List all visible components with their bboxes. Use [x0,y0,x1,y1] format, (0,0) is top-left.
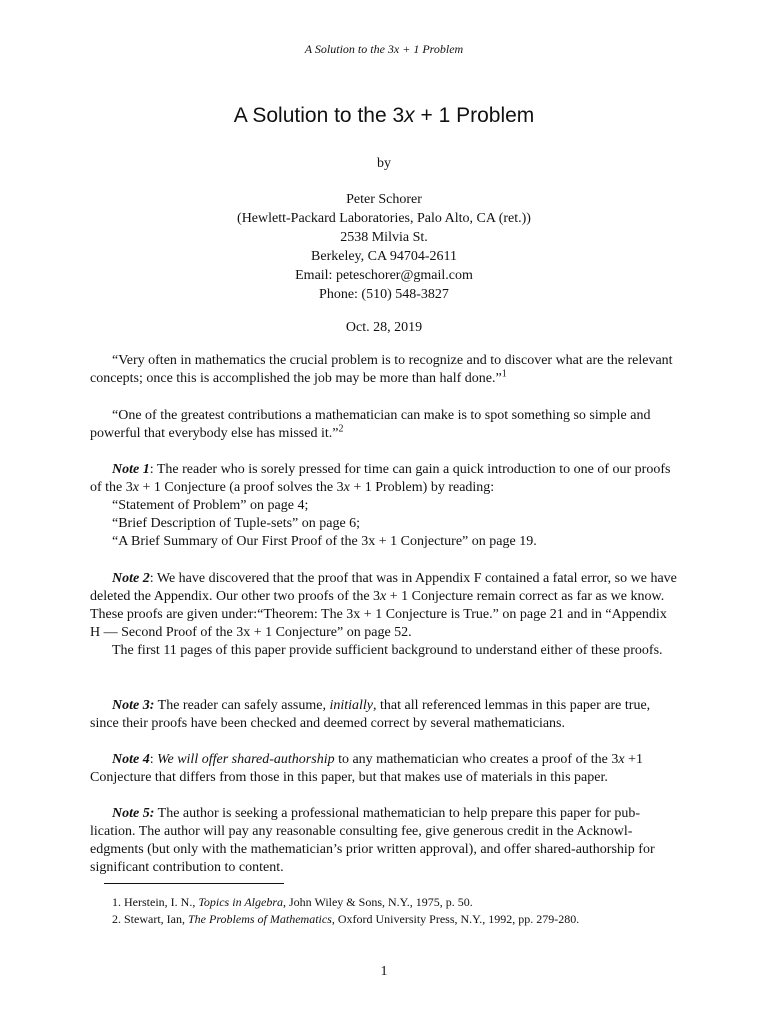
running-head-text-end: + 1 Problem [399,42,464,56]
note-label: Note 5: [112,806,155,821]
running-head-text: A Solution to the 3 [304,42,394,56]
title-text-end: + 1 Problem [414,104,535,127]
note-label: Note 4 [112,752,150,767]
footnote-book-title: Topics in Algebra [198,895,284,909]
footnote-text: Stewart, Ian, [121,912,188,926]
footnote-2 [112,911,672,928]
epigraph-quote-2 [90,407,680,443]
author-affiliation: (Hewlett-Packard Laboratories, Palo Alto, CA (ret.)) [237,211,531,226]
note-4 [90,751,680,787]
note-2-paragraph-2: The first 11 pages of this paper provide sufficient background to understand either of these proofs. [112,643,663,658]
title-variable: x [404,104,415,127]
footnote-book-title: The Problems of Mathematics [187,912,332,926]
running-head-variable: x [393,42,400,56]
footnote-number: 1. [112,895,121,909]
note-text: : [149,752,158,767]
footnote-marker: 2 [338,423,344,435]
footnote-1 [112,894,672,911]
math-variable: x [132,480,139,495]
math-variable: x [343,480,350,495]
math-variable: x [380,589,387,604]
document-date: Oct. 28, 2019 [345,320,423,335]
footnotes [112,894,672,928]
reading-list [90,497,680,551]
note-text: to any mathematician who creates a proof of the 3 [334,752,619,767]
note-text: : The reader who is sorely pressed for time can gain a quick introduction to one of our proofs of the 3 [90,462,671,495]
page-title [0,104,768,128]
note-text: +1 Conjecture that differs from those in this paper, but that makes use of materials in this paper. [90,752,643,785]
note-text: The reader can safely assume, [154,698,330,713]
note-label-colon: : [149,698,155,713]
author-city: Berkeley, CA 94704-2611 [311,249,457,264]
note-label: Note 3 [112,698,150,713]
author-street: 2538 Milvia St. [340,230,428,245]
author-name: Peter Schorer [346,192,422,207]
epigraph-quote-1 [90,352,680,388]
math-variable: x [618,752,625,767]
note-label: Note 1 [112,462,150,477]
byline: by [377,156,391,171]
note-emphasis: initially [329,698,374,713]
author-block [0,190,768,304]
note-5 [90,805,680,877]
footnote-divider [104,883,284,884]
note-text: + 1 Problem) by reading: [349,480,495,495]
author-email: Email: peteschorer@gmail.com [295,268,473,283]
note-text: The author is seeking a professional mathematician to help prepare this paper for pub-lication. The author will pay any reasonable consulting fee, give generous credit in the Acknowl-edgments (but only with the mathematician’s prior written approval), and offer shared-authorship for significant contribution to content. [90,806,655,875]
author-phone: Phone: (510) 548-3827 [319,287,449,302]
note-2 [90,570,680,660]
footnote-text: Herstein, I. N., [121,895,199,909]
page-number: 1 [380,964,388,979]
footnote-text: , John Wiley & Sons, N.Y., 1975, p. 50. [283,895,473,909]
reading-list-item: “Brief Description of Tuple-sets” on page 6; [112,516,361,531]
running-head [0,42,768,57]
reading-list-item: “Statement of Problem” on page 4; [112,498,309,513]
note-1 [90,461,680,551]
note-3 [90,697,680,733]
note-emphasis: We will offer shared-authorship [157,752,335,767]
quote-text: “One of the greatest contributions a mathematician can make is to spot something so simple and powerful that everybody else has missed it.” [90,408,651,441]
reading-list-item: “A Brief Summary of Our First Proof of the 3x + 1 Conjecture” on page 19. [112,534,537,549]
note-label: Note 2 [112,571,150,586]
note-text: : We have discovered that the proof that was in Appendix F contained a fatal error, so we have deleted the Appendix. Our other two proofs of the 3 [90,571,677,604]
title-text: A Solution to the 3 [233,104,405,127]
quote-text: “Very often in mathematics the crucial problem is to recognize and to discover what are the relevant concepts; once this is accomplished the job may be more than half done.” [90,353,673,386]
footnote-marker: 1 [501,368,507,380]
footnote-number: 2. [112,912,121,926]
note-text: , that all referenced lemmas in this paper are true, since their proofs have been checked and deemed correct by several mathematicians. [90,698,651,731]
note-text: + 1 Conjecture (a proof solves the 3 [138,480,344,495]
footnote-text: , Oxford University Press, N.Y., 1992, pp. 279-280. [331,912,580,926]
note-text: + 1 Conjecture remain correct as far as we know. These proofs are given under:“Theorem: The 3x + 1 Conjecture is True.” on page 21 and in “Appendix H — Second Proof of the 3x + 1 Conjecture” on page 52. [90,589,667,640]
